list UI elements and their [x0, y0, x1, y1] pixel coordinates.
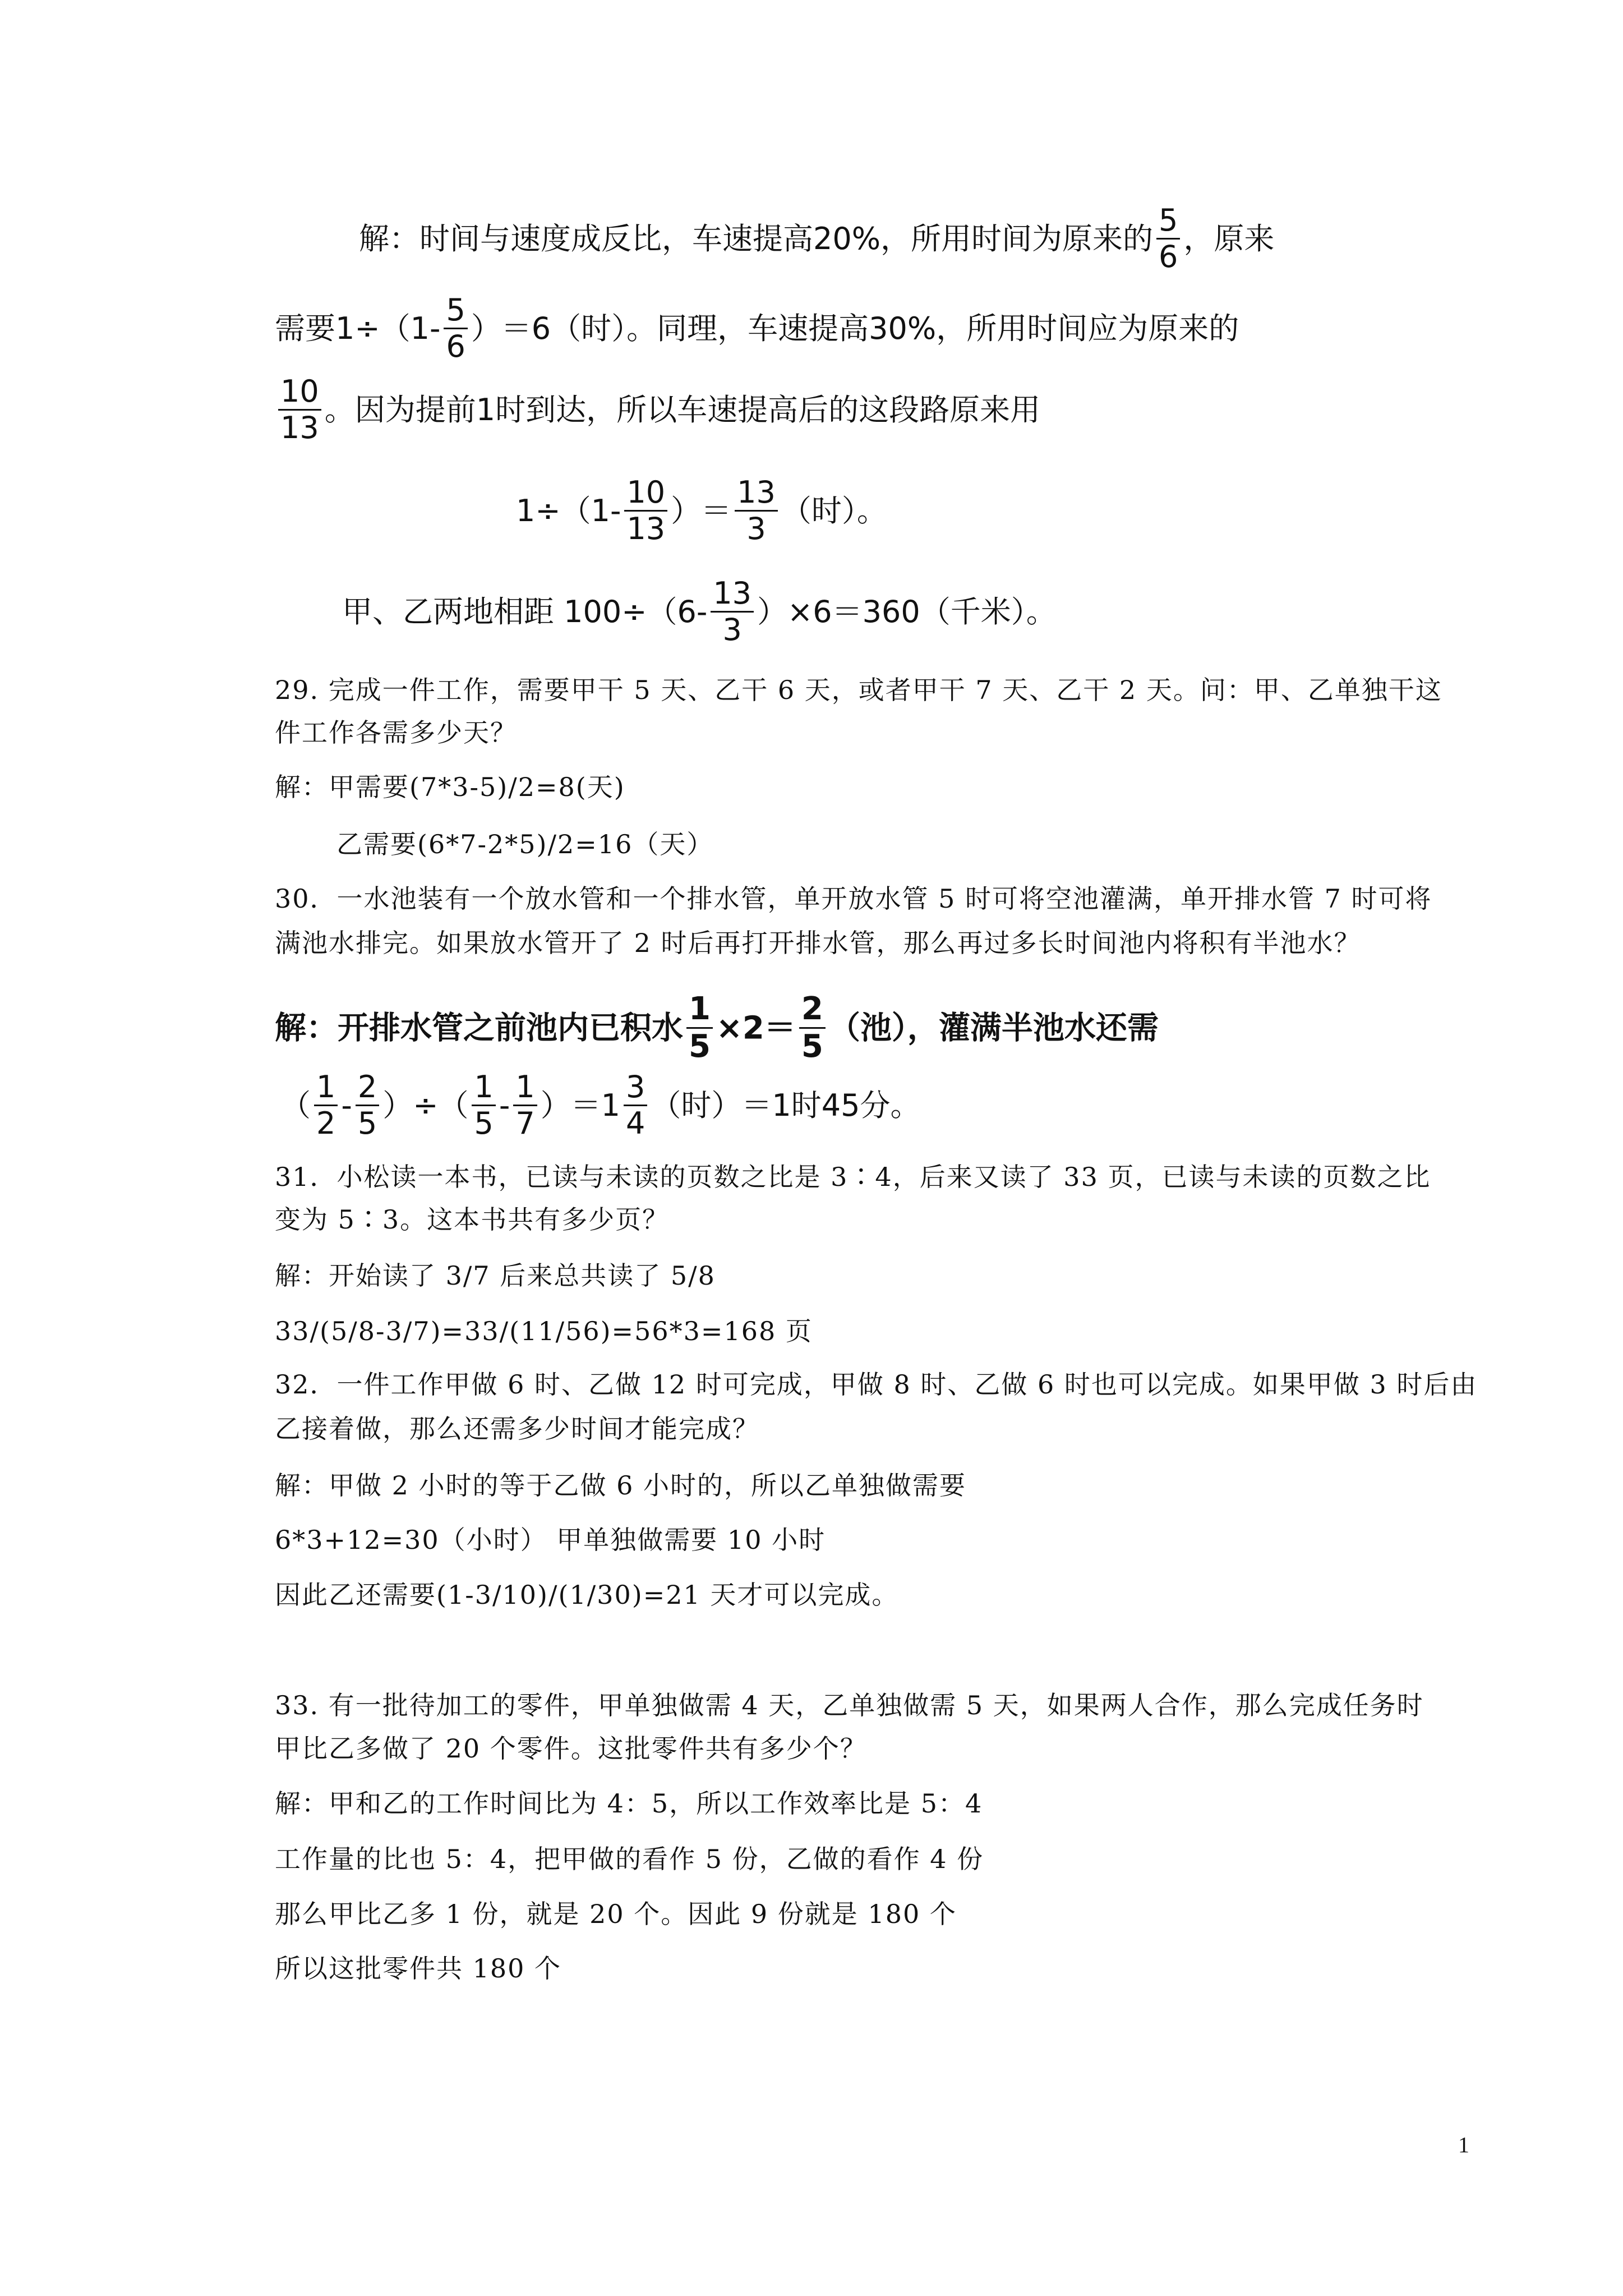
- sol28-text: ）＝: [671, 493, 732, 529]
- q30-text: 解：开排水管之前池内已积水: [275, 1010, 683, 1047]
- q30-text: （: [280, 1088, 311, 1124]
- q31-answer2: 33/(5/8-3/7)=33/(11/56)=56*3=168 页: [275, 1316, 813, 1346]
- q32-answer1: 解：甲做 2 小时的等于乙做 6 小时的，所以乙单独做需要: [275, 1470, 967, 1501]
- q33-line2: 甲比乙多做了 20 个零件。这批零件共有多少个？: [275, 1733, 867, 1764]
- q30-text: （时）＝1时45分。: [651, 1088, 921, 1124]
- q30-text: ）＝1: [540, 1088, 621, 1124]
- q30-text: （池），灌满半池水还需: [828, 1010, 1159, 1047]
- q30-text: -: [499, 1088, 510, 1124]
- fraction: $\frac{3}{4}$: [624, 1072, 647, 1139]
- q30-text: -: [341, 1088, 352, 1124]
- q32-answer2: 6*3+12=30（小时） 甲单独做需要 10 小时: [275, 1525, 826, 1555]
- q29-answer2: 乙需要(6*7-2*5)/2=16（天）: [336, 829, 714, 859]
- q32-line1: 32．一件工作甲做 6 时、乙做 12 时可完成，甲做 8 时、乙做 6 时也可以完成。如果甲做 3 时后由: [275, 1369, 1478, 1400]
- fraction: $\frac{10}{13}$: [624, 477, 667, 544]
- q33-answer1: 解：甲和乙的工作时间比为 4：5，所以工作效率比是 5：4: [275, 1788, 983, 1819]
- fraction: $\frac{1}{5}$: [686, 993, 713, 1062]
- fraction: $\frac{2}{5}$: [356, 1072, 379, 1139]
- page-number: 1: [1458, 2132, 1469, 2157]
- q30-line2: 满池水排完。如果放水管开了 2 时后再打开排水管，那么再过多长时间池内将积有半池水？: [275, 928, 1361, 958]
- sol28-line3: [275, 374, 1041, 445]
- fraction: $\frac{13}{3}$: [711, 578, 754, 645]
- q31-line2: 变为 5∶3。这本书共有多少页？: [275, 1204, 670, 1235]
- fraction: $\frac{1}{7}$: [513, 1072, 537, 1139]
- q33-answer2: 工作量的比也 5：4，把甲做的看作 5 份，乙做的看作 4 份: [275, 1844, 984, 1874]
- sol28-text: ）＝6（时）。同理，车速提高30%，所用时间应为原来的: [471, 311, 1239, 347]
- sol28-text: 甲、乙两地相距 100÷（6-: [342, 594, 708, 630]
- fraction: $\frac{13}{3}$: [735, 477, 778, 544]
- fraction: $\frac{10}{13}$: [278, 376, 321, 443]
- fraction: $\frac{1}{2}$: [314, 1072, 338, 1139]
- fraction: $\frac{5}{6}$: [444, 295, 467, 362]
- q33-answer4: 所以这批零件共 180 个: [275, 1953, 562, 1984]
- fraction: $\frac{5}{6}$: [1156, 205, 1180, 272]
- fraction: $\frac{2}{5}$: [799, 993, 826, 1062]
- sol28-text: （时）。: [781, 493, 887, 529]
- q30-text: ）÷（: [382, 1088, 469, 1124]
- sol28-line5: [342, 576, 1057, 647]
- q32-line2: 乙接着做，那么还需多少时间才能完成？: [275, 1414, 759, 1444]
- q29-answer1: 解：甲需要(7*3-5)/2=8(天): [275, 772, 625, 802]
- q30-solution-line1: [275, 991, 1159, 1065]
- q33-line1: 33. 有一批待加工的零件，甲单独做需 4 天，乙单独做需 5 天，如果两人合作，那么完成任务时: [275, 1690, 1424, 1720]
- q31-line1: 31．小松读一本书，已读与未读的页数之比是 3∶4，后来又读了 33 页，已读与未读的页数之比: [275, 1162, 1431, 1192]
- sol28-text: 。因为提前1时到达，所以车速提高后的这段路原来用: [324, 392, 1041, 428]
- q30-solution-line2: [280, 1069, 921, 1141]
- q33-answer3: 那么甲比乙多 1 份，就是 20 个。因此 9 份就是 180 个: [275, 1899, 957, 1929]
- fraction: $\frac{1}{5}$: [472, 1072, 495, 1139]
- sol28-text: 解：时间与速度成反比，车速提高20%，所用时间为原来的: [359, 221, 1154, 257]
- sol28-text: 需要1÷（1-: [275, 311, 441, 347]
- q30-line1: 30．一水池装有一个放水管和一个排水管，单开放水管 5 时可将空池灌满，单开排水管 7 时可将: [275, 884, 1432, 914]
- q30-text: ×2＝: [716, 1010, 796, 1047]
- sol28-line1: [359, 203, 1275, 274]
- sol28-line4: [516, 475, 887, 546]
- sol28-text: 1÷（1-: [516, 493, 621, 529]
- q32-answer3: 因此乙还需要(1-3/10)/(1/30)=21 天才可以完成。: [275, 1580, 899, 1610]
- sol28-text: ）×6＝360（千米）。: [757, 594, 1057, 630]
- q31-answer1: 解：开始读了 3/7 后来总共读了 5/8: [275, 1260, 716, 1291]
- q29-line1: 29. 完成一件工作，需要甲干 5 天、乙干 6 天，或者甲干 7 天、乙干 2 天。问：甲、乙单独干这: [275, 675, 1442, 705]
- sol28-line2: [275, 292, 1239, 364]
- sol28-text: ，原来: [1183, 221, 1275, 257]
- q29-line2: 件工作各需多少天？: [275, 717, 517, 748]
